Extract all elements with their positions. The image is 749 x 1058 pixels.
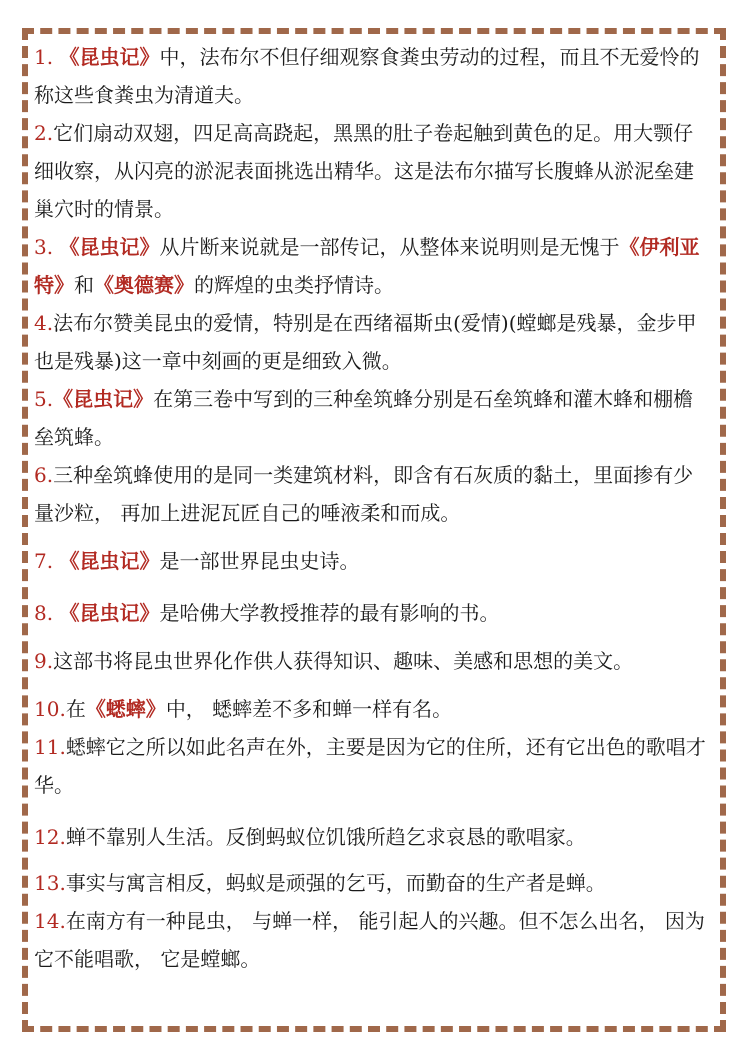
item-text: 是一部世界昆虫史诗。 <box>159 549 360 573</box>
notes-list <box>34 38 706 978</box>
book-title: 《奥德赛》 <box>94 273 194 297</box>
note-item-6 <box>34 456 706 532</box>
note-item-2 <box>34 114 706 228</box>
note-item-8 <box>34 594 706 632</box>
book-title: 《昆虫记》 <box>53 387 154 411</box>
item-text: 从片断来说就是一部传记，从整体来说明则是无愧于 <box>159 235 620 259</box>
item-text: 和 <box>74 273 94 297</box>
note-item-4 <box>34 304 706 380</box>
book-title: 《蟋蟀》 <box>85 697 166 721</box>
note-item-11 <box>34 728 706 804</box>
note-item-3 <box>34 228 706 304</box>
item-number: 7. <box>34 549 54 573</box>
item-number: 9. <box>34 649 54 673</box>
note-item-5 <box>34 380 706 456</box>
book-title: 《昆虫记》 <box>59 601 160 625</box>
note-item-10 <box>34 690 706 728</box>
item-number: 2. <box>34 121 54 145</box>
book-title: 《伊利亚特》 <box>34 235 700 297</box>
note-item-12 <box>34 818 706 856</box>
item-text: 蟋蟀它之所以如此名声在外，主要是因为它的住所，还有它出色的歌唱才华。 <box>34 735 706 797</box>
item-text: 中，法布尔不但仔细观察食粪虫劳动的过程，而且不无爱怜的称这些食粪虫为清道夫。 <box>34 45 700 107</box>
item-text: 法布尔赞美昆虫的爱情，特别是在西绪福斯虫(爱情)(螳螂是残暴，金步甲也是残暴)这一章中刻画的更是细致入微。 <box>34 311 697 373</box>
item-text: 的辉煌的虫类抒情诗。 <box>194 273 394 297</box>
item-number: 8. <box>34 601 54 625</box>
item-text: 是哈佛大学教授推荐的最有影响的书。 <box>159 601 500 625</box>
item-number: 10. <box>34 697 66 721</box>
note-item-7 <box>34 542 706 580</box>
item-number: 14. <box>34 909 66 933</box>
item-text: 在 <box>65 697 86 721</box>
item-number: 1. <box>34 45 54 69</box>
note-item-14 <box>34 902 706 978</box>
item-text: 在南方有一种昆虫， 与蝉一样， 能引起人的兴趣。但不怎么出名， 因为它不能唱歌， 它是螳螂。 <box>34 909 705 971</box>
item-text: 它们扇动双翅，四足高高跷起，黑黑的肚子卷起触到黄色的足。用大颚仔细收察，从闪亮的淤泥表面挑选出精华。这是法布尔描写长腹蜂从淤泥垒建巢穴时的情景。 <box>34 121 694 221</box>
item-number: 11. <box>34 735 66 759</box>
item-number: 12. <box>34 825 66 849</box>
item-number: 3. <box>34 235 54 259</box>
item-number: 13. <box>34 871 66 895</box>
note-item-1 <box>34 38 706 114</box>
item-text: 中， 蟋蟀差不多和蝉一样有名。 <box>165 697 453 721</box>
item-text: 三种垒筑蜂使用的是同一类建筑材料，即含有石灰质的黏土，里面掺有少量沙粒， 再加上进泥瓦匠自己的唾液柔和而成。 <box>34 463 694 525</box>
book-title: 《昆虫记》 <box>59 549 160 573</box>
item-number: 5. <box>34 387 54 411</box>
note-item-9 <box>34 646 706 676</box>
item-text: 事实与寓言相反，蚂蚁是顽强的乞丐，而勤奋的生产者是蝉。 <box>65 871 606 895</box>
item-text: 这部书将昆虫世界化作供人获得知识、趣味、美感和思想的美文。 <box>53 649 634 673</box>
book-title: 《昆虫记》 <box>59 45 160 69</box>
item-number: 6. <box>34 463 54 487</box>
item-number: 4. <box>34 311 54 335</box>
note-item-13 <box>34 864 706 902</box>
item-text: 蝉不靠别人生活。反倒蚂蚁位饥饿所趋乞求哀恳的歌唱家。 <box>65 825 586 849</box>
item-text: 在第三卷中写到的三种垒筑蜂分别是石垒筑蜂和灌木蜂和棚檐垒筑蜂。 <box>34 387 694 449</box>
book-title: 《昆虫记》 <box>59 235 160 259</box>
